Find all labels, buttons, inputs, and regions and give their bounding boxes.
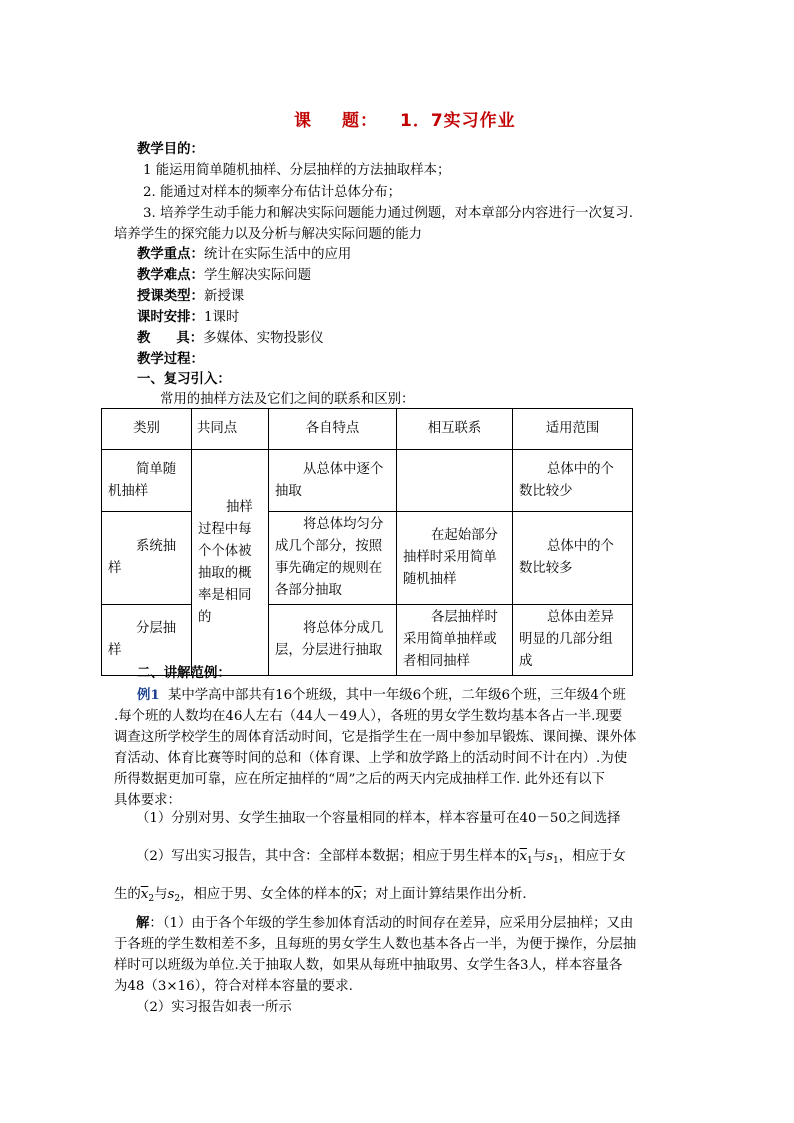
cell-category: 分层抽样: [102, 605, 192, 676]
type-label: 授课类型：: [137, 288, 204, 304]
lesson-type: [137, 285, 244, 304]
cell-relation: 各层抽样时采用简单抽样或者相同抽样: [397, 605, 513, 676]
sampling-comparison-table: [101, 408, 633, 676]
x-bar-symbol: $\overline{x}$: [140, 887, 149, 902]
objective-item: 3. 培养学生动手能力和解决实际问题能力通过例题，对本章部分内容进行一次复习.: [143, 206, 633, 221]
objective-item: 2. 能通过对样本的频率分布估计总体分布；: [143, 185, 402, 200]
example-line: 育活动、体育比赛等时间的总和（体育课、上学和放学路上的活动时间不计在内）.为使: [114, 751, 628, 766]
example-line: 调查这所学校学生的周体育活动时间，它是指学生在一周中参加早锻炼、课间操、课外体: [114, 730, 637, 745]
cell-scope: 总体中的个数比较多: [513, 512, 633, 605]
subscript: 1: [527, 856, 533, 866]
example-label: 例1: [137, 687, 160, 703]
solution-label: 解: [136, 915, 150, 931]
subscript: 2: [174, 894, 181, 904]
teaching-difficulty: [137, 264, 311, 283]
title-value: 1．7实习作业: [400, 111, 516, 131]
requirement-2: [136, 845, 626, 866]
s-symbol: s: [546, 849, 554, 864]
type-value: 新授课: [203, 289, 245, 304]
requirement-1: （1）分别对男、女学生抽取一个容量相同的样本，样本容量可在40－50之间选择: [136, 811, 621, 826]
example-line: .每个班的人数均在46人左右（44人－49人），各班的男女学生数均基本各占一半.现要: [114, 709, 623, 724]
s-symbol: s: [167, 887, 175, 902]
table-header-row: [102, 409, 633, 450]
cell-scope: 总体中的个数比较少: [513, 450, 633, 512]
title-label-2: 题：: [342, 111, 378, 131]
objective-continuation: 培养学生的探究能力以及分析与解决实际问题的能力: [114, 227, 422, 242]
req3-tail: ；对上面计算结果作出分析.: [361, 887, 527, 902]
cell-category: 简单随机抽样: [102, 450, 192, 512]
teaching-tools: [137, 327, 324, 346]
section-review-heading: 一、复习引入：: [137, 371, 231, 387]
req2-tail: ，相应于女: [558, 849, 626, 864]
header-feature: 各自特点: [269, 409, 397, 450]
subscript: 2: [148, 894, 155, 904]
solution-line: 于各班的学生数相差不多，且每班的男女学生人数也基本各占一半，为便于操作，分层抽: [114, 937, 637, 952]
subscript: 1: [553, 856, 559, 866]
cell-feature: 将总体均匀分成几个部分，按照事先确定的规则在各部分抽取: [269, 512, 397, 605]
difficulty-label: 教学难点：: [137, 267, 204, 283]
header-relation: 相互联系: [397, 409, 513, 450]
req2-text: （2）写出实习报告，其中含：全部样本数据；相应于男生样本的: [136, 849, 520, 864]
requirement-2-cont: [114, 883, 527, 904]
req3-mid: ，相应于男、女全体的样本的: [180, 887, 355, 902]
difficulty-value: 学生解决实际问题: [203, 268, 312, 283]
tools-label: 教: [137, 330, 151, 346]
table-row: [102, 512, 633, 605]
hours-value: 1课时: [203, 310, 240, 325]
tools-value: 多媒体、实物投影仪: [203, 331, 324, 346]
x-bar-symbol: $\overline{x}$: [354, 887, 362, 902]
focus-label: 教学重点：: [137, 246, 204, 262]
teaching-focus: [137, 243, 351, 262]
section-examples-heading: 二、讲解范例：: [137, 665, 231, 681]
table-intro: 常用的抽样方法及它们之间的联系和区别：: [160, 392, 415, 407]
solution-line: [136, 912, 633, 931]
cell-feature: 将总体分成几层，分层进行抽取: [269, 605, 397, 676]
cell-common: 抽样过程中每个个体被抽取的概率是相同的: [192, 450, 269, 676]
objective-item: 1 能运用简单随机抽样、分层抽样的方法抽取样本；: [143, 163, 451, 178]
example-line: 所得数据更加可靠，应在所定抽样的“周”之后的两天内完成抽样工作. 此外还有以下: [114, 772, 605, 787]
example-line: 具体要求：: [114, 793, 181, 808]
solution-line: 样时可以班级为单位.关于抽取人数，如果从每班中抽取男、女学生各3人，样本容量各: [114, 958, 623, 973]
example-line: 某中学高中部共有16个班级，其中一年级6个班，二年级6个班，三年级4个班: [168, 688, 626, 703]
req2-and: 与: [532, 849, 547, 864]
lesson-hours: [137, 306, 239, 325]
x-bar-symbol: $\overline{x}$: [519, 849, 528, 864]
focus-value: 统计在实际生活中的应用: [203, 247, 352, 262]
cell-relation: [397, 450, 513, 512]
tools-label-2: 具：: [176, 330, 204, 346]
header-common: 共同点: [192, 409, 269, 450]
report-line: （2）实习报告如表一所示: [136, 1000, 292, 1015]
solution-text: ：（1）由于各个年级的学生参加体育活动的时间存在差异，应采用分层抽样；又由: [149, 916, 634, 931]
cell-category: 系统抽样: [102, 512, 192, 605]
page-title: [294, 106, 516, 131]
cell-scope: 总体由差异明显的几部分组成: [513, 605, 633, 676]
req3-and: 与: [154, 887, 168, 902]
hours-label: 课时安排：: [137, 309, 204, 325]
table-row: [102, 450, 633, 512]
header-category: 类别: [102, 409, 192, 450]
header-scope: 适用范围: [513, 409, 633, 450]
cell-relation: 在起始部分抽样时采用简单随机抽样: [397, 512, 513, 605]
title-label: 课: [294, 111, 312, 131]
objectives-heading: 教学目的：: [137, 141, 204, 157]
cell-feature: 从总体中逐个抽取: [269, 450, 397, 512]
solution-line: 为48（3×16），符合对样本容量的要求.: [114, 979, 353, 994]
req3-text: 生的: [114, 887, 141, 902]
process-heading: 教学过程：: [137, 351, 204, 367]
